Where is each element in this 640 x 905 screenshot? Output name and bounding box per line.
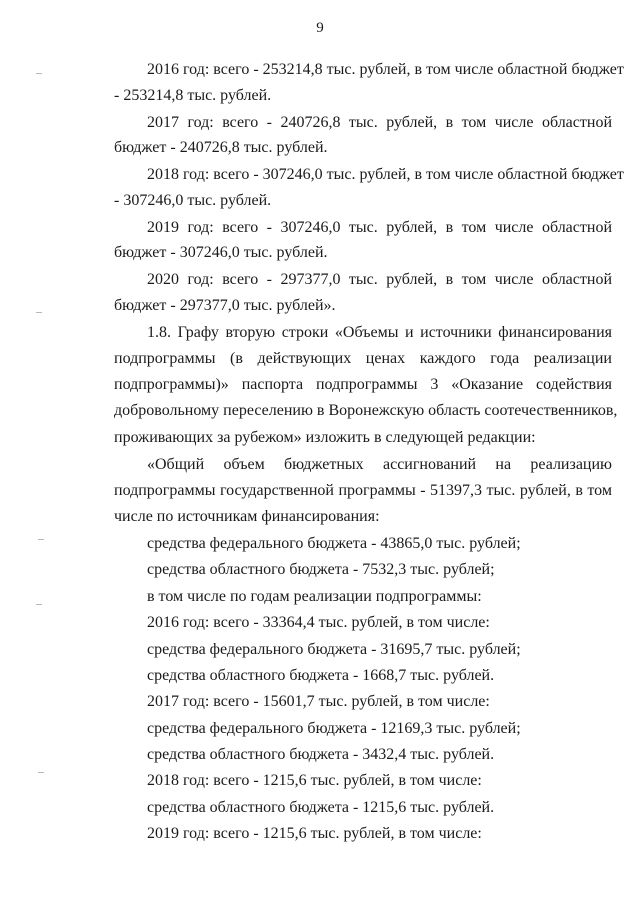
text-line: 2019 год: всего - 1215,6 тыс. рублей, в том числе: bbox=[147, 825, 482, 842]
text-line: средства областного бюджета - 3432,4 тыс. рублей. bbox=[147, 746, 495, 763]
text-line: «Общий объем бюджетных ассигнований на реализацию bbox=[147, 456, 612, 473]
text-line: 2019 год: всего - 307246,0 тыс. рублей, в том числе областной bbox=[147, 219, 612, 236]
text-line: числе по источникам финансирования: bbox=[114, 508, 380, 525]
text-line: 2016 год: всего - 253214,8 тыс. рублей, в том числе областной бюджет bbox=[147, 61, 624, 78]
text-line: бюджет - 307246,0 тыс. рублей. bbox=[114, 244, 328, 261]
scan-mark bbox=[36, 73, 42, 74]
text-line: средства федерального бюджета - 31695,7 тыс. рублей; bbox=[147, 641, 521, 658]
text-line: в том числе по годам реализации подпрограммы: bbox=[147, 588, 482, 605]
text-line: подпрограммы государственной программы - 51397,3 тыс. рублей, в том bbox=[114, 482, 612, 499]
text-line: 2018 год: всего - 307246,0 тыс. рублей, в том числе областной бюджет bbox=[147, 166, 624, 183]
text-line: средства федерального бюджета - 43865,0 тыс. рублей; bbox=[147, 535, 521, 552]
text-line: 1.8. Графу вторую строки «Объемы и источники финансирования bbox=[147, 324, 612, 341]
text-line: средства областного бюджета - 7532,3 тыс. рублей; bbox=[147, 561, 495, 578]
text-line: 2016 год: всего - 33364,4 тыс. рублей, в том числе: bbox=[147, 614, 490, 631]
text-line: средства областного бюджета - 1215,6 тыс. рублей. bbox=[147, 799, 495, 816]
scan-mark bbox=[38, 539, 44, 540]
text-line: 2020 год: всего - 297377,0 тыс. рублей, в том числе областной bbox=[147, 271, 612, 288]
text-line: подпрограммы (в действующих ценах каждого года реализации bbox=[114, 350, 612, 367]
text-line: 2017 год: всего - 240726,8 тыс. рублей, в том числе областной bbox=[147, 114, 612, 131]
text-line: - 307246,0 тыс. рублей. bbox=[114, 192, 272, 209]
text-line: подпрограммы)» паспорта подпрограммы 3 «Оказание содействия bbox=[114, 376, 612, 393]
page-number: 9 bbox=[316, 20, 324, 36]
text-line: 2017 год: всего - 15601,7 тыс. рублей, в том числе: bbox=[147, 693, 490, 710]
scan-mark bbox=[38, 772, 44, 773]
scan-mark bbox=[36, 312, 42, 313]
text-line: проживающих за рубежом» изложить в следующей редакции: bbox=[114, 429, 536, 446]
text-line: - 253214,8 тыс. рублей. bbox=[114, 87, 272, 104]
text-line: 2018 год: всего - 1215,6 тыс. рублей, в том числе: bbox=[147, 772, 482, 789]
text-line: бюджет - 240726,8 тыс. рублей. bbox=[114, 139, 328, 156]
text-line: средства областного бюджета - 1668,7 тыс. рублей. bbox=[147, 667, 495, 684]
text-line: бюджет - 297377,0 тыс. рублей». bbox=[114, 297, 336, 314]
text-line: средства федерального бюджета - 12169,3 тыс. рублей; bbox=[147, 720, 521, 737]
text-line: добровольному переселению в Воронежскую область соотечественников, bbox=[114, 402, 618, 419]
scan-mark bbox=[36, 604, 42, 605]
